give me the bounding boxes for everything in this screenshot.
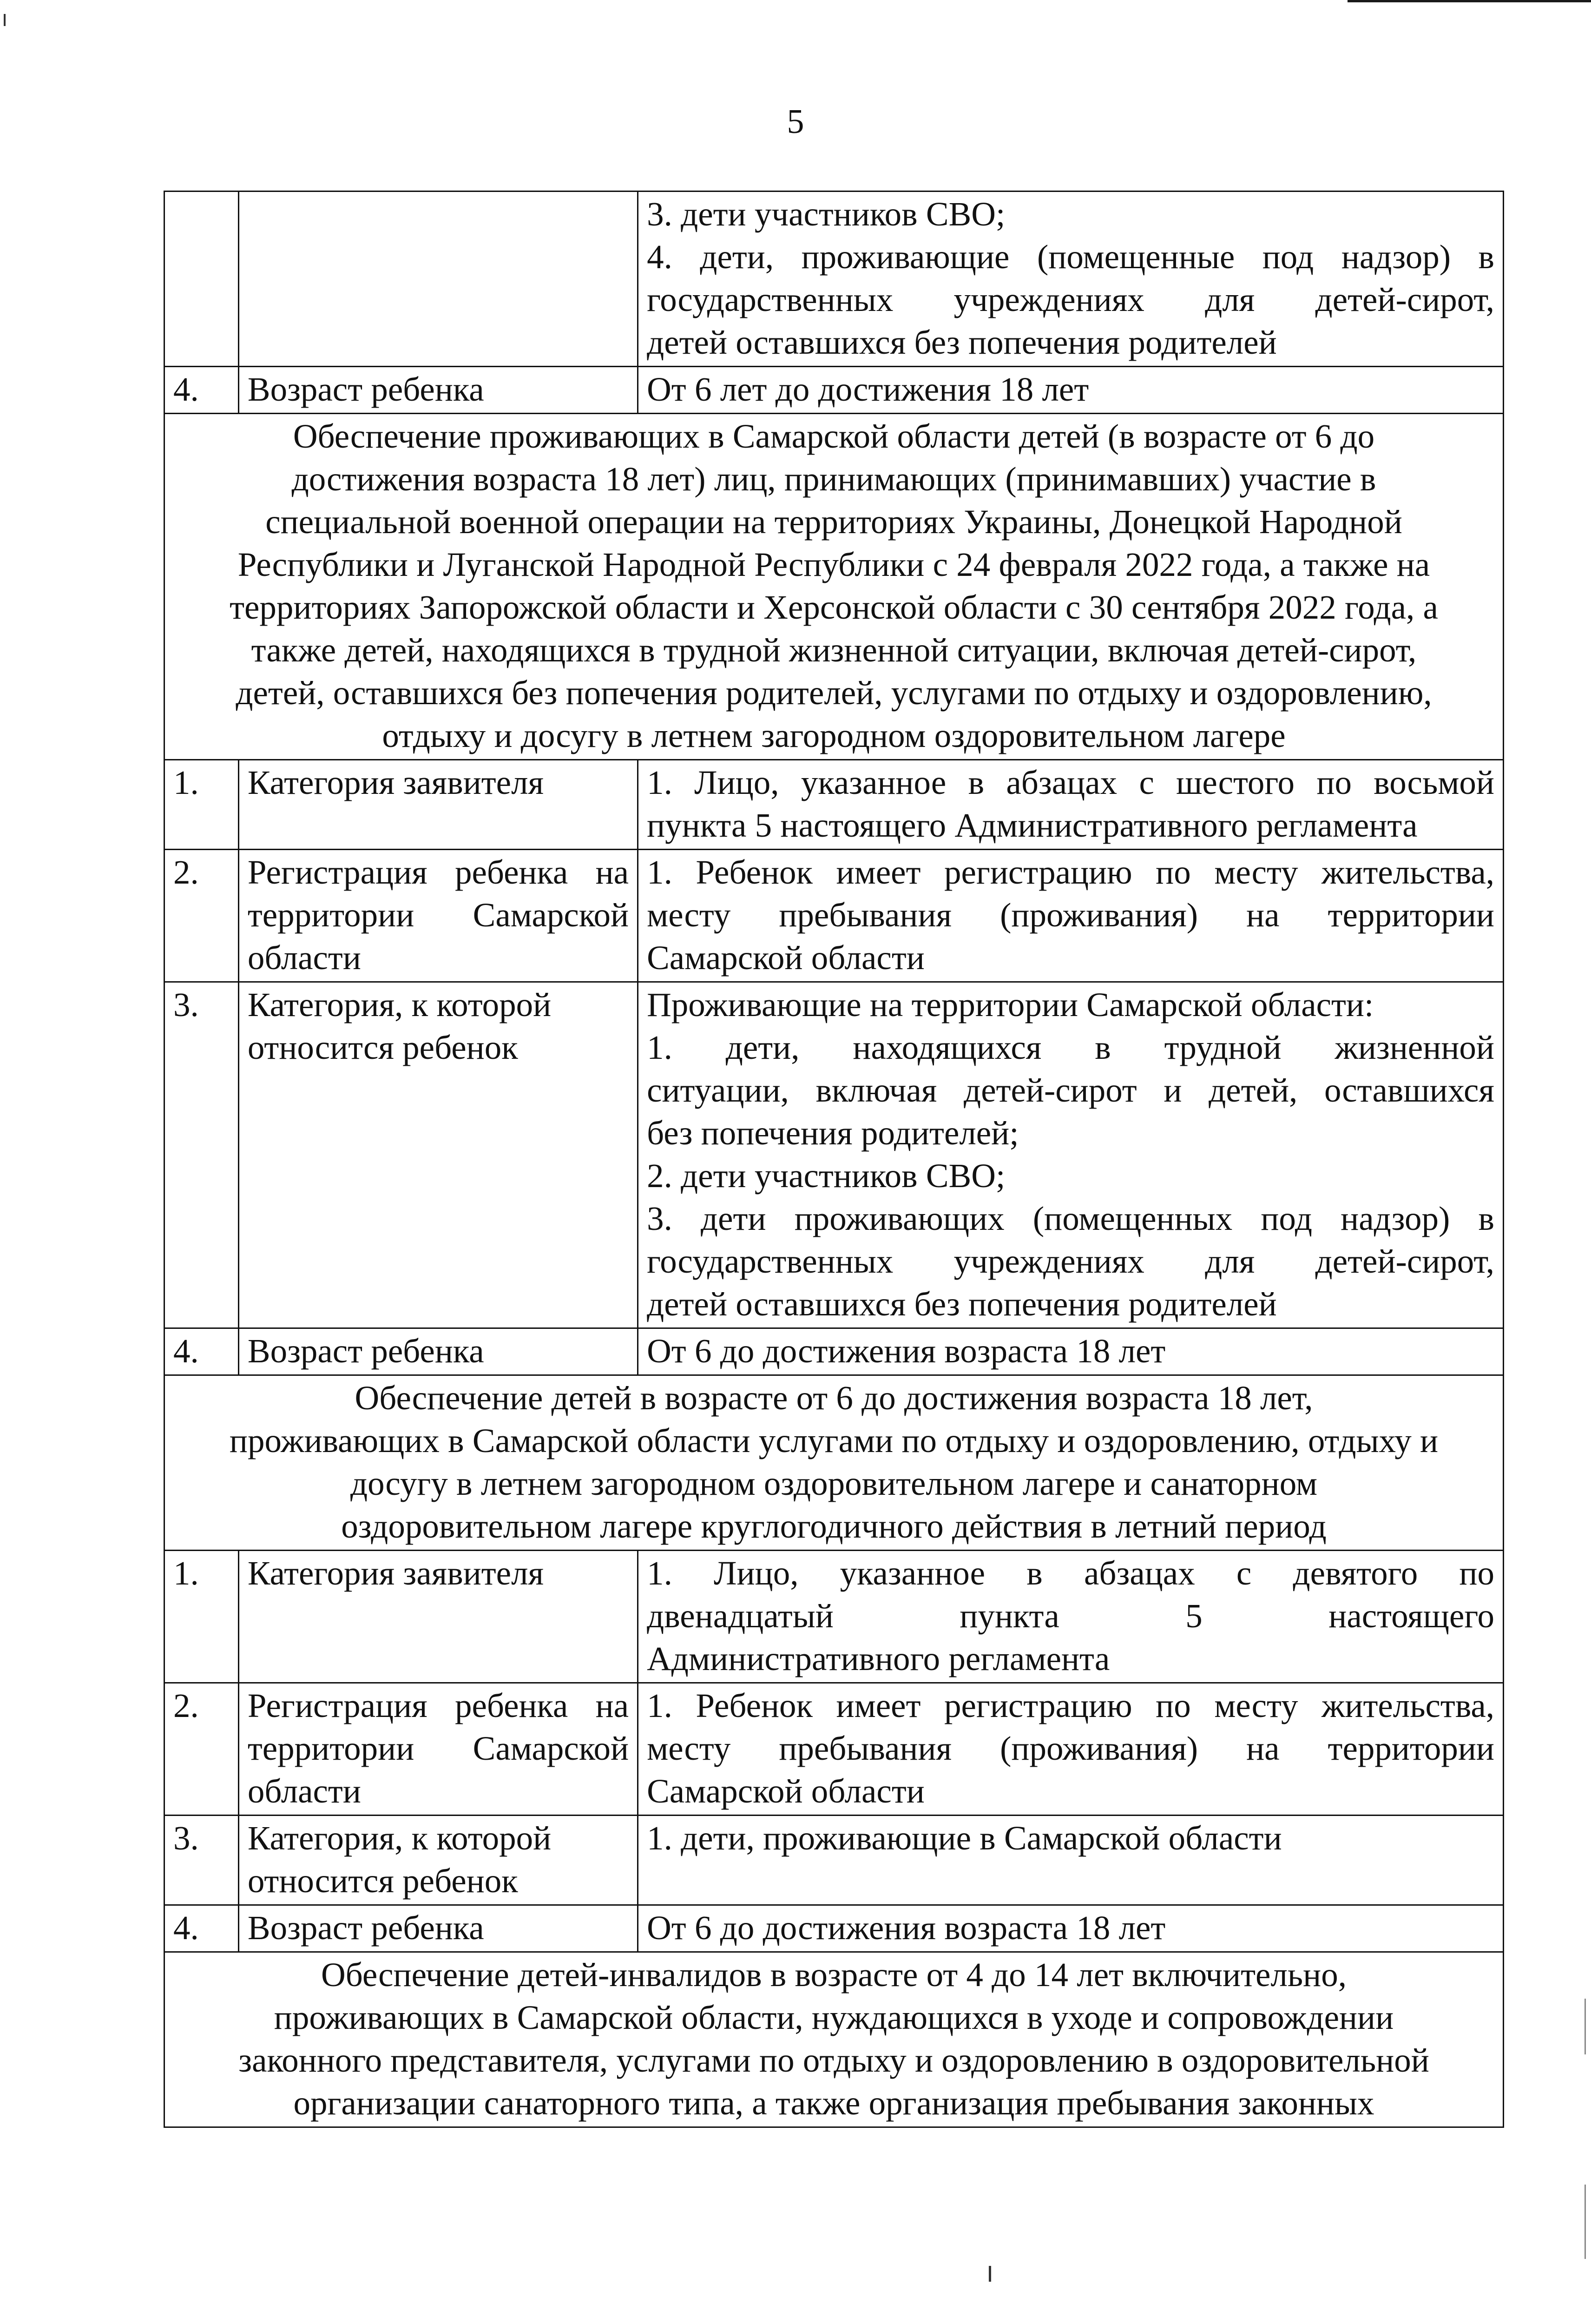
table-row [164, 1683, 1504, 1816]
section-title: Обеспечение детей в возрасте от 6 до достижения возраста 18 лет, проживающих в Самарской области услугами по отдыху и оздоровлению, отдыху и досугу в летнем загородном оздоровительном лагере и санаторном оздоровительном лагере круглогодичного действия в летний период [164, 1375, 1504, 1551]
row-label-cell [238, 191, 638, 367]
row-label-cell: Категория, к которой относится ребенок [238, 982, 638, 1328]
row-number: 1. [164, 760, 239, 850]
row-value-cell: 1. Ребенок имеет регистрацию по месту жительства, месту пребывания (проживания) на территории Самарской области [638, 1683, 1504, 1816]
row-number: 2. [164, 850, 239, 982]
row-label: Категория заявителя [238, 760, 638, 850]
scan-edge-dash [1584, 2185, 1586, 2259]
requirements-table [164, 191, 1504, 2128]
value-line: 4. дети, проживающие (помещенные под надзор) в [647, 238, 1494, 276]
page-number: 5 [787, 103, 804, 141]
row-value-cell [638, 191, 1504, 367]
row-number: 2. [164, 1683, 239, 1816]
row-number-cell [164, 191, 239, 367]
row-value-cell: 1. Лицо, указанное в абзацах с девятого по двенадцатый пункта 5 настоящего Административного регламента [638, 1551, 1504, 1683]
row-label-cell: Категория, к которой относится ребенок [238, 1816, 638, 1905]
value-line: детей оставшихся без попечения родителей [647, 324, 1277, 361]
section-title: Обеспечение проживающих в Самарской области детей (в возрасте от 6 до достижения возраста 18 лет) лиц, принимающих (принимавших) участие в специальной военной операции на территориях Украины, Донецкой Народной Республики и Луганской Народной Республики с 24 февраля 2022 года, а также на территориях Запорожской области и Херсонской области с 30 сентября 2022 года, а также детей, находящихся в трудной жизненной ситуации, включая детей-сирот, детей, оставшихся без попечения родителей, услугами по отдыху и оздоровлению, отдыху и досугу в летнем загородном оздоровительном лагере [164, 414, 1504, 760]
table-row [164, 850, 1504, 982]
row-number: 4. [164, 1905, 239, 1952]
row-value: От 6 лет до достижения 18 лет [638, 367, 1504, 414]
value-line: государственных учреждениях для детей-сирот, [647, 281, 1494, 318]
scan-edge-dash [1584, 1999, 1586, 2054]
row-number: 4. [164, 1328, 239, 1375]
row-label: Категория заявителя [238, 1551, 638, 1683]
section-title: Обеспечение детей-инвалидов в возрасте от 4 до 14 лет включительно, проживающих в Самарской области, нуждающихся в уходе и сопровождении законного представителя, услугами по отдыху и оздоровлению в оздоровительной организации санаторного типа, а также организация пребывания законных [164, 1952, 1504, 2127]
row-number: 3. [164, 1816, 239, 1905]
table-row [164, 1328, 1504, 1375]
row-label: Возраст ребенка [238, 1905, 638, 1952]
scan-mark [4, 14, 6, 26]
table-row [164, 191, 1504, 367]
row-value: 1. дети, проживающие в Самарской области [638, 1816, 1504, 1905]
table-row [164, 760, 1504, 850]
row-value-cell: 1. Лицо, указанное в абзацах с шестого по восьмой пункта 5 настоящего Административного регламента [638, 760, 1504, 850]
row-number: 3. [164, 982, 239, 1328]
section-header-row [164, 1375, 1504, 1551]
row-number: 1. [164, 1551, 239, 1683]
row-label: Возраст ребенка [238, 367, 638, 414]
section-header-row [164, 414, 1504, 760]
row-number: 4. [164, 367, 239, 414]
table-row [164, 1905, 1504, 1952]
row-label-cell: Регистрация ребенка на территории Самарской области [238, 1683, 638, 1816]
table-row [164, 982, 1504, 1328]
row-value-cell: 1. Ребенок имеет регистрацию по месту жительства, месту пребывания (проживания) на территории Самарской области [638, 850, 1504, 982]
table-row [164, 1816, 1504, 1905]
row-value-cell: Проживающие на территории Самарской области: 1. дети, находящихся в трудной жизненной ситуации, включая детей-сирот и детей, оставшихся без попечения родителей; 2. дети участников СВО; 3. дети проживающих (помещенных под надзор) в государственных учреждениях для детей-сирот, детей оставшихся без попечения родителей [638, 982, 1504, 1328]
row-value: От 6 до достижения возраста 18 лет [638, 1905, 1504, 1952]
section-header-row [164, 1952, 1504, 2127]
row-label-cell: Регистрация ребенка на территории Самарской области [238, 850, 638, 982]
table-row [164, 1551, 1504, 1683]
table-row [164, 367, 1504, 414]
row-value: От 6 до достижения возраста 18 лет [638, 1328, 1504, 1375]
value-line: 3. дети участников СВО; [647, 195, 1006, 233]
scan-edge-line [1348, 0, 1591, 2]
row-label: Возраст ребенка [238, 1328, 638, 1375]
scan-mark [989, 2266, 991, 2282]
